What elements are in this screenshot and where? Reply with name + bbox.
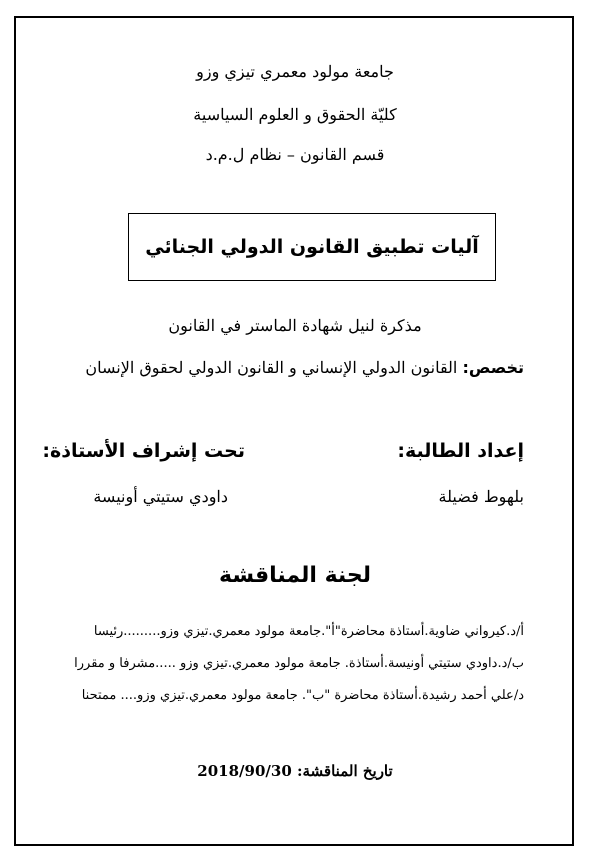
faculty-name: كليّة الحقوق و العلوم السياسية bbox=[193, 105, 397, 124]
specialty-label: تخصص: bbox=[462, 358, 524, 377]
university-name: جامعة مولود معمري تيزي وزو bbox=[196, 62, 394, 81]
prepared-by-label: إعداد الطالبة: bbox=[397, 440, 524, 462]
supervisor-name: داودي ستيتي أونيسة bbox=[93, 487, 228, 506]
defense-date: تاريخ المناقشة: 2018/90/30 bbox=[197, 762, 393, 780]
thesis-title: آليات تطبيق القانون الدولي الجنائي bbox=[145, 236, 479, 258]
jury-title: لجنة المناقشة bbox=[218, 563, 372, 588]
jury-member: د/علي أحمد رشيدة.أستاذة محاضرة "ب". جامعة مولود معمري.تيزي وزو.... ممتحنا bbox=[81, 688, 524, 703]
thesis-title-box bbox=[128, 213, 496, 281]
specialty-line bbox=[85, 358, 524, 377]
department-name: قسم القانون – نظام ل.م.د bbox=[205, 145, 385, 164]
student-name: بلهوط فضيلة bbox=[438, 487, 524, 506]
jury-member: ب/د.داودي ستيتي أونيسة.أستاذة. جامعة مولود معمري.تيزي وزو .....مشرفا و مقررا bbox=[74, 656, 524, 671]
specialty-value: القانون الدولي الإنساني و القانون الدولي لحقوق الإنسان bbox=[85, 358, 458, 377]
jury-member: أ/د.كيرواني ضاوية.أستاذة محاضرة"أ".جامعة مولود معمري.تيزي وزو.........رئيسا bbox=[93, 624, 524, 639]
supervised-by-label: تحت إشراف الأستاذة: bbox=[42, 440, 245, 462]
memo-statement: مذكرة لنيل شهادة الماستر في القانون bbox=[168, 316, 422, 335]
